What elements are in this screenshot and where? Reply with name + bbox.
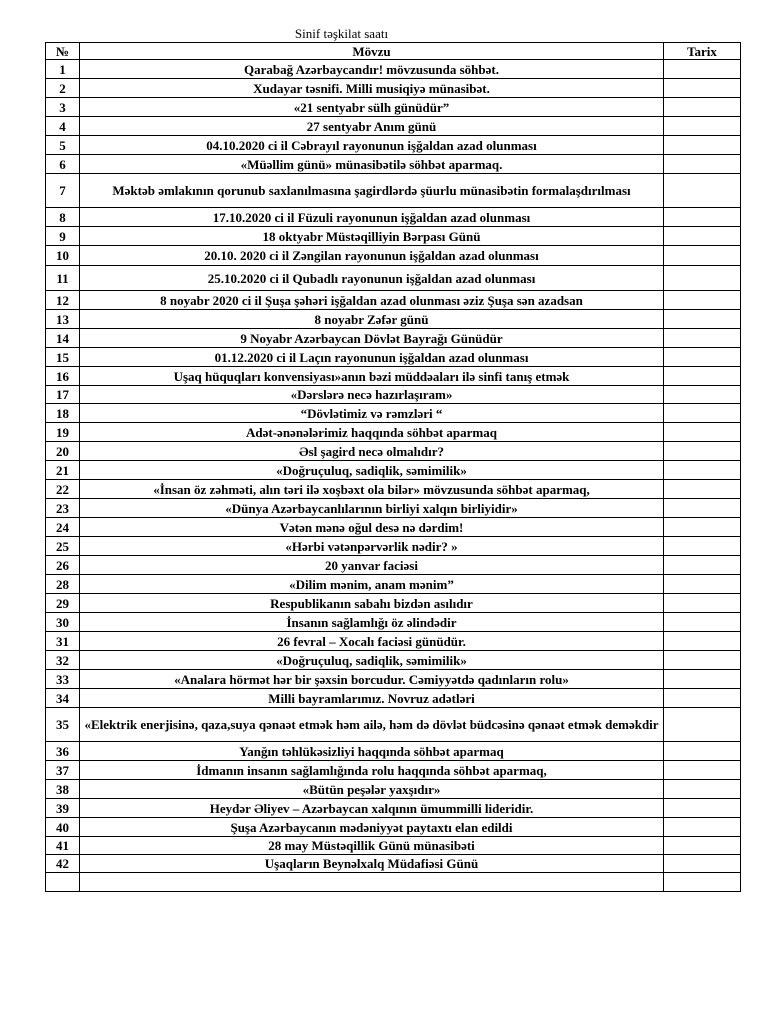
row-number: 15 (46, 348, 80, 367)
table-body (46, 60, 741, 892)
row-date (664, 246, 741, 266)
table-row (46, 136, 741, 155)
row-topic: Heydər Əliyev – Azərbaycan xalqının ümummilli lideridir. (80, 799, 664, 818)
row-number: 26 (46, 556, 80, 575)
row-date (664, 266, 741, 291)
row-date (664, 837, 741, 855)
table-row (46, 348, 741, 367)
row-number: 24 (46, 518, 80, 537)
row-number: 34 (46, 689, 80, 708)
row-topic (80, 873, 664, 892)
row-number: 41 (46, 837, 80, 855)
schedule-table (45, 42, 741, 892)
row-topic: Adət-ənənələrimiz haqqında söhbət aparmaq (80, 423, 664, 442)
row-date (664, 818, 741, 837)
row-topic: 9 Noyabr Azərbaycan Dövlət Bayrağı Günüdür (80, 329, 664, 348)
row-topic: Yanğın təhlükəsizliyi haqqında söhbət aparmaq (80, 742, 664, 761)
row-date (664, 117, 741, 136)
row-number: 39 (46, 799, 80, 818)
row-number: 14 (46, 329, 80, 348)
row-number: 20 (46, 442, 80, 461)
row-number: 2 (46, 79, 80, 98)
row-number: 17 (46, 386, 80, 404)
table-row (46, 60, 741, 79)
row-date (664, 291, 741, 310)
row-topic: 20.10. 2020 ci il Zəngilan rayonunun işğaldan azad olunması (80, 246, 664, 266)
row-topic: Məktəb əmlakının qorunub saxlanılmasına şagirdlərdə şüurlu münasibətin formalaşdırılması (80, 174, 664, 208)
table-row (46, 575, 741, 594)
row-date (664, 136, 741, 155)
row-topic: 20 yanvar faciəsi (80, 556, 664, 575)
column-header-number: № (46, 43, 80, 60)
row-number: 40 (46, 818, 80, 837)
table-row (46, 742, 741, 761)
row-topic: 17.10.2020 ci il Füzuli rayonunun işğaldan azad olunması (80, 208, 664, 227)
row-number: 37 (46, 761, 80, 780)
table-row (46, 291, 741, 310)
table-row (46, 632, 741, 651)
table-row (46, 79, 741, 98)
row-number: 25 (46, 537, 80, 556)
row-date (664, 613, 741, 632)
table-row (46, 799, 741, 818)
row-topic: 25.10.2020 ci il Qubadlı rayonunun işğaldan azad olunması (80, 266, 664, 291)
row-number: 30 (46, 613, 80, 632)
table-row (46, 310, 741, 329)
row-date (664, 461, 741, 480)
table-row (46, 670, 741, 689)
row-number: 42 (46, 855, 80, 873)
row-topic: «Dünya Azərbaycanlılarının birliyi xalqın birliyidir» (80, 499, 664, 518)
row-topic: Əsl şagird necə olmalıdır? (80, 442, 664, 461)
row-topic: «Analara hörmət hər bir şəxsin borcudur. Cəmiyyətdə qadınların rolu» (80, 670, 664, 689)
row-topic: «İnsan öz zəhməti, alın təri ilə xoşbəxt ola bilər» mövzusunda söhbət aparmaq, (80, 480, 664, 499)
row-number: 11 (46, 266, 80, 291)
row-date (664, 174, 741, 208)
row-number: 36 (46, 742, 80, 761)
row-date (664, 310, 741, 329)
row-number: 38 (46, 780, 80, 799)
row-date (664, 386, 741, 404)
row-date (664, 689, 741, 708)
row-date (664, 594, 741, 613)
table-row (46, 556, 741, 575)
table-row (46, 594, 741, 613)
row-topic: «Dərslərə necə hazırlaşıram» (80, 386, 664, 404)
row-number: 33 (46, 670, 80, 689)
row-topic: 8 noyabr 2020 ci il Şuşa şəhəri işğaldan azad olunması əziz Şuşa sən azadsan (80, 291, 664, 310)
row-topic: Xudayar təsnifi. Milli musiqiyə münasibət. (80, 79, 664, 98)
row-date (664, 518, 741, 537)
table-row (46, 227, 741, 246)
row-topic: Uşaqların Beynəlxalq Müdafiəsi Günü (80, 855, 664, 873)
row-date (664, 499, 741, 518)
row-number: 29 (46, 594, 80, 613)
column-header-date: Tarix (664, 43, 741, 60)
row-topic: 04.10.2020 ci il Cəbrayıl rayonunun işğaldan azad olunması (80, 136, 664, 155)
row-date (664, 480, 741, 499)
row-date (664, 348, 741, 367)
table-row (46, 155, 741, 174)
row-date (664, 651, 741, 670)
row-date (664, 742, 741, 761)
table-row (46, 266, 741, 291)
row-topic: «Doğruçuluq, sadiqlik, səmimilik» (80, 461, 664, 480)
row-number: 28 (46, 575, 80, 594)
row-topic: 01.12.2020 ci il Laçın rayonunun işğaldan azad olunması (80, 348, 664, 367)
row-date (664, 442, 741, 461)
table-row (46, 651, 741, 670)
row-topic: 18 oktyabr Müstəqilliyin Bərpası Günü (80, 227, 664, 246)
table-row (46, 404, 741, 423)
table-row (46, 761, 741, 780)
row-number: 19 (46, 423, 80, 442)
row-number: 22 (46, 480, 80, 499)
table-row (46, 818, 741, 837)
row-topic: 27 sentyabr Anım günü (80, 117, 664, 136)
row-date (664, 227, 741, 246)
row-number: 1 (46, 60, 80, 79)
row-topic: 28 may Müstəqillik Günü münasibəti (80, 837, 664, 855)
table-header-row (46, 43, 741, 60)
row-number: 35 (46, 708, 80, 742)
row-topic: «Doğruçuluq, sadiqlik, səmimilik» (80, 651, 664, 670)
row-date (664, 799, 741, 818)
row-number: 21 (46, 461, 80, 480)
row-number (46, 873, 80, 892)
table-row (46, 518, 741, 537)
row-topic: İdmanın insanın sağlamlığında rolu haqqında söhbət aparmaq, (80, 761, 664, 780)
row-topic: «21 sentyabr sülh günüdür” (80, 98, 664, 117)
row-date (664, 208, 741, 227)
row-number: 12 (46, 291, 80, 310)
row-date (664, 855, 741, 873)
table-row (46, 480, 741, 499)
row-date (664, 60, 741, 79)
row-date (664, 761, 741, 780)
row-number: 6 (46, 155, 80, 174)
table-row (46, 442, 741, 461)
table-row (46, 423, 741, 442)
table-row (46, 246, 741, 266)
table-row (46, 855, 741, 873)
row-number: 4 (46, 117, 80, 136)
table-row (46, 780, 741, 799)
row-date (664, 556, 741, 575)
table-row (46, 708, 741, 742)
row-topic: «Bütün peşələr yaxşıdır» (80, 780, 664, 799)
row-topic: «Elektrik enerjisinə, qaza,suya qənaət etmək həm ailə, həm də dövlət büdcəsinə qənaət etmək deməkdir (80, 708, 664, 742)
row-date (664, 423, 741, 442)
row-topic: İnsanın sağlamlığı öz əlindədir (80, 613, 664, 632)
table-row (46, 386, 741, 404)
row-date (664, 537, 741, 556)
row-topic: Vətən mənə oğul desə nə dərdim! (80, 518, 664, 537)
row-date (664, 404, 741, 423)
row-number: 31 (46, 632, 80, 651)
table-row (46, 117, 741, 136)
row-topic: «Dilim mənim, anam mənim” (80, 575, 664, 594)
row-topic: Milli bayramlarımız. Novruz adətləri (80, 689, 664, 708)
row-topic: Respublikanın sabahı bizdən asılıdır (80, 594, 664, 613)
table-row (46, 837, 741, 855)
row-topic: “Dövlətimiz və rəmzləri “ (80, 404, 664, 423)
row-date (664, 367, 741, 386)
row-topic: Şuşa Azərbaycanın mədəniyyət paytaxtı elan edildi (80, 818, 664, 837)
table-row (46, 329, 741, 348)
row-topic: 8 noyabr Zəfər günü (80, 310, 664, 329)
row-number: 13 (46, 310, 80, 329)
table-row (46, 873, 741, 892)
row-date (664, 873, 741, 892)
row-topic: Uşaq hüquqları konvensiyası»anın bəzi müddəaları ilə sinfi tanış etmək (80, 367, 664, 386)
row-date (664, 670, 741, 689)
row-number: 32 (46, 651, 80, 670)
table-row (46, 689, 741, 708)
row-number: 10 (46, 246, 80, 266)
table-row (46, 537, 741, 556)
row-number: 8 (46, 208, 80, 227)
row-topic: Qarabağ Azərbaycandır! mövzusunda söhbət. (80, 60, 664, 79)
table-row (46, 98, 741, 117)
table-row (46, 499, 741, 518)
row-date (664, 98, 741, 117)
table-row (46, 613, 741, 632)
row-date (664, 155, 741, 174)
table-row (46, 174, 741, 208)
row-number: 3 (46, 98, 80, 117)
row-topic: «Müəllim günü» münasibətilə söhbət aparmaq. (80, 155, 664, 174)
column-header-topic: Mövzu (80, 43, 664, 60)
row-date (664, 79, 741, 98)
row-number: 9 (46, 227, 80, 246)
table-row (46, 367, 741, 386)
table-row (46, 208, 741, 227)
page-title: Sinif təşkilat saatı (294, 26, 389, 41)
row-date (664, 575, 741, 594)
row-topic: «Hərbi vətənpərvərlik nədir? » (80, 537, 664, 556)
row-date (664, 632, 741, 651)
row-number: 5 (46, 136, 80, 155)
row-date (664, 329, 741, 348)
row-number: 7 (46, 174, 80, 208)
row-number: 16 (46, 367, 80, 386)
row-number: 23 (46, 499, 80, 518)
row-topic: 26 fevral – Xocalı faciəsi günüdür. (80, 632, 664, 651)
row-date (664, 708, 741, 742)
table-row (46, 461, 741, 480)
row-number: 18 (46, 404, 80, 423)
row-date (664, 780, 741, 799)
